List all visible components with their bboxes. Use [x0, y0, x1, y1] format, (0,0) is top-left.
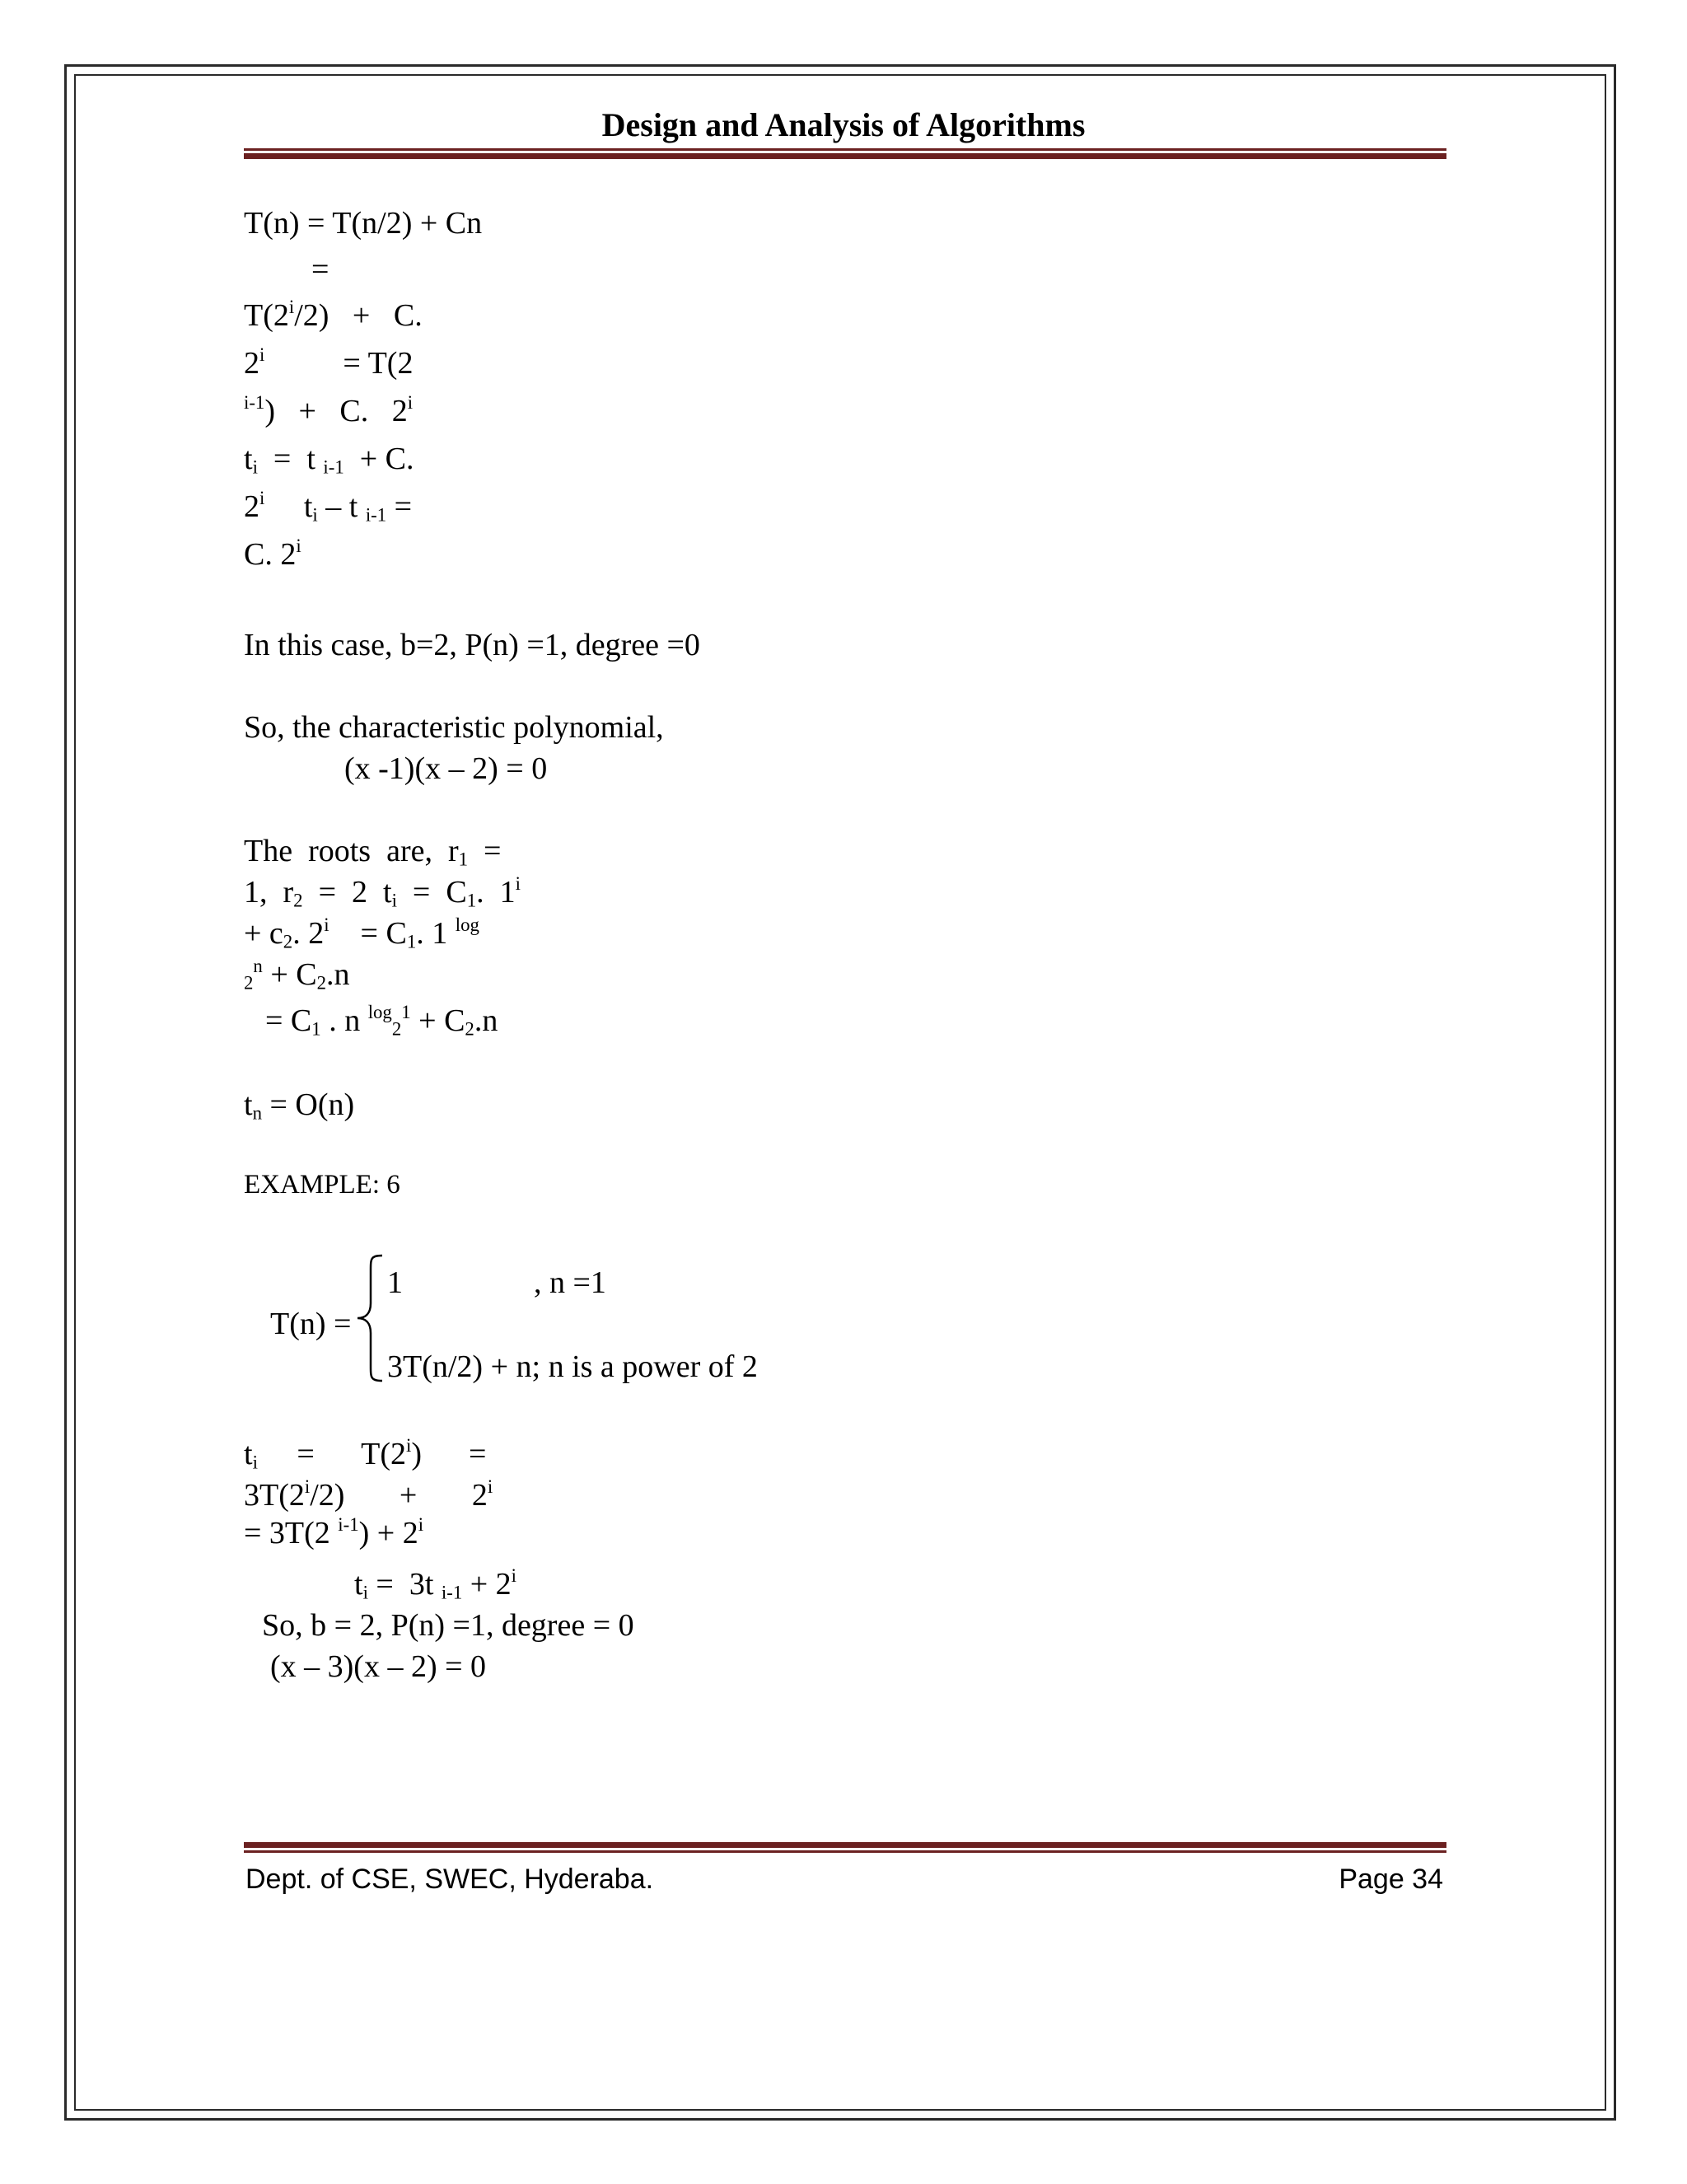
case-1-condition: , n =1: [534, 1265, 606, 1300]
roots-line-5: = $C_1$ . n $^{log}_2^1 + C_2.n$: [265, 1002, 498, 1040]
ex6-line-5: So, b = 2, P(n) =1, degree = 0: [262, 1608, 634, 1643]
footer-rule-thick: [244, 1842, 1446, 1848]
roots-line-3: + $c_2$. 2$^i$ = $C_1$. 1 $^{log}$: [244, 914, 479, 952]
footer-department: Dept. of CSE, SWEC, Hyderaba.: [245, 1864, 654, 1895]
eq-line-5: $^{i-1}$) + C. 2$^i$: [244, 392, 414, 428]
case-1-value: 1: [387, 1265, 403, 1300]
polynomial-intro: So, the characteristic polynomial,: [244, 710, 664, 745]
ex6-line-2: 3T(2$^i$/2) + 2$^i$: [244, 1476, 493, 1513]
eq-line-7: 2$^i$ $t_i$ – t $_{i-1}$ =: [244, 488, 413, 526]
ex6-line-3: = 3T(2 $^{i-1}) + 2^i$: [244, 1514, 424, 1550]
piecewise-brace: [353, 1252, 386, 1384]
roots-line-1: The roots are, $r_1$ =: [244, 834, 502, 870]
eq-line-1: T(n) = T(n/2) + Cn: [244, 206, 483, 241]
header-rule-thick: [244, 153, 1446, 159]
case-2: 3T(n/2) + n; n is a power of 2: [387, 1349, 758, 1384]
ex6-line-4: $t_i = 3t$ $_{i-1} + 2^i$: [354, 1565, 517, 1603]
ex6-line-6: (x – 3)(x – 2) = 0: [270, 1649, 487, 1684]
case-statement: In this case, b=2, P(n) =1, degree =0: [244, 628, 700, 662]
eq-line-2: =: [311, 252, 329, 287]
header-rule-thin: [244, 148, 1446, 151]
roots-line-2: 1, $r_2 = 2$ $t_i = C_1$. 1$^i$: [244, 873, 521, 911]
eq-line-3: T(2$^i$/2) + C.: [244, 297, 423, 333]
ex6-line-1: $t_i$ = T(2$^i$) =: [244, 1435, 487, 1473]
roots-line-4: $_2^n + C_2.n$: [244, 956, 350, 994]
footer-page-number: Page 34: [1339, 1864, 1443, 1895]
complexity-result: $t_n = O(n)$: [244, 1087, 355, 1124]
eq-line-4: 2$^i$ = T(2: [244, 344, 414, 381]
footer-rule-thin: [244, 1850, 1446, 1853]
eq-line-8: C. 2$^i$: [244, 535, 301, 572]
example-heading: EXAMPLE: 6: [244, 1170, 400, 1200]
piecewise-lhs: T(n) =: [270, 1307, 352, 1341]
eq-line-6: $t_i = t$ $_{i-1}$ + C.: [244, 442, 414, 478]
polynomial-eq: (x -1)(x – 2) = 0: [344, 751, 548, 786]
page-header-title: Design and Analysis of Algorithms: [601, 106, 1086, 143]
